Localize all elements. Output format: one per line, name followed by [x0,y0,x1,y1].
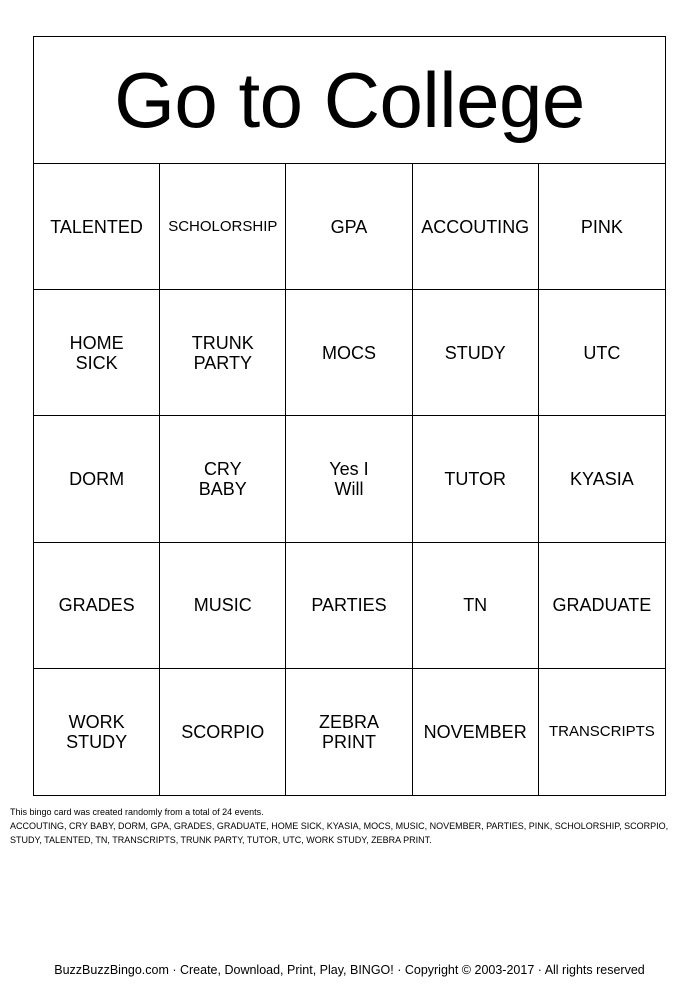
footnote-event-list: ACCOUTING, CRY BABY, DORM, GPA, GRADES, GRADUATE, HOME SICK, KYASIA, MOCS, MUSIC, NOVEMBER, PARTIES, PINK, SCHOLORSHIP, SCORPIO, STUDY, TALENTED, TN, TRANSCRIPTS, TRUNK PARTY, TUTOR, UTC, WORK STUDY, ZEBRA PRINT. [10,821,669,845]
bingo-cell: HOME SICK [34,290,160,416]
bingo-cell: ACCOUTING [413,164,539,290]
bingo-cell: MOCS [286,290,412,416]
card-title: Go to College [114,56,585,144]
bingo-cell: PARTIES [286,543,412,669]
bingo-cell: DORM [34,416,160,542]
bingo-cell: WORK STUDY [34,669,160,795]
bingo-cell: CRY BABY [160,416,286,542]
bingo-cell: TRUNK PARTY [160,290,286,416]
card-footnote [10,805,690,847]
bingo-cell: KYASIA [539,416,665,542]
bingo-cell: UTC [539,290,665,416]
bingo-cell: GPA [286,164,412,290]
bingo-cell: TN [413,543,539,669]
bingo-cell: TRANSCRIPTS [548,722,655,740]
bingo-cell: SCHOLORSHIP [160,164,286,290]
bingo-cell: STUDY [413,290,539,416]
bingo-cell: MUSIC [160,543,286,669]
card-title-cell [34,37,665,164]
bingo-cell: TUTOR [413,416,539,542]
bingo-cell: PINK [539,164,665,290]
bingo-cell: NOVEMBER [413,669,539,795]
bingo-cell: GRADUATE [539,543,665,669]
bingo-cell: TALENTED [34,164,160,290]
bingo-cell: GRADES [34,543,160,669]
bingo-cell: SCORPIO [160,669,286,795]
bingo-cell: Yes I Will [286,416,412,542]
bingo-grid [34,164,665,795]
site-footer: BuzzBuzzBingo.com · Create, Download, Print, Play, BINGO! · Copyright © 2003-2017 · All rights reserved [54,963,645,977]
bingo-cell: ZEBRA PRINT [286,669,412,795]
bingo-card [33,36,666,796]
footnote-intro: This bingo card was created randomly from a total of 24 events. [10,807,264,817]
